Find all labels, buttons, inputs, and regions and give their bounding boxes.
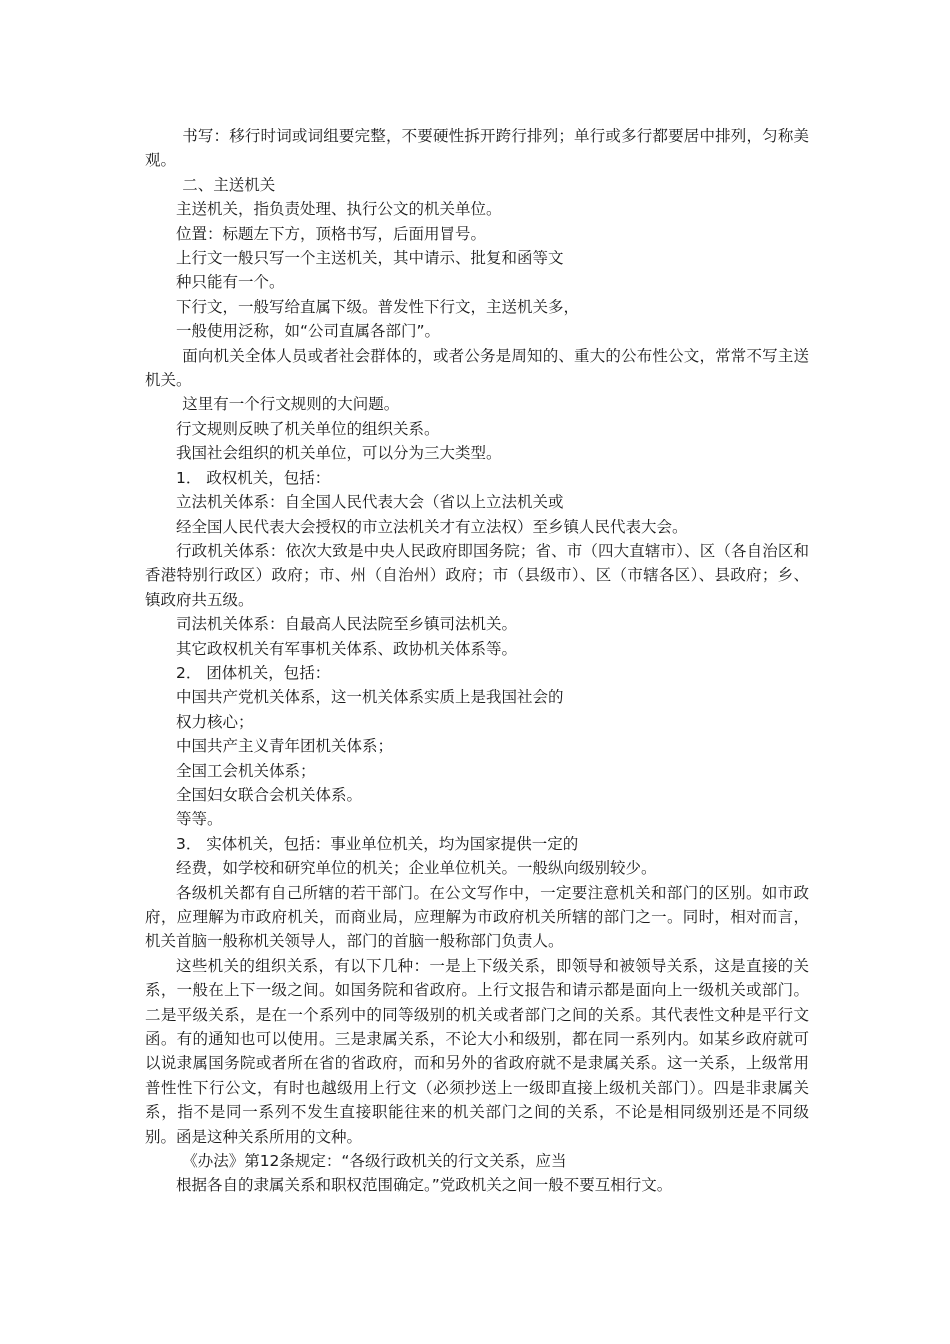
paragraph: 权力核心； — [176, 712, 254, 731]
paragraph: 根据各自的隶属关系和职权范围确定。”党政机关之间一般不要互相行文。 — [176, 1176, 673, 1195]
paragraph: 各级机关都有自己所辖的若干部门。在公文写作中，一定要注意机关和部门的区别。如市政府，应理解为市政府机关，而商业局，应理解为市政府机关所辖的部门之一。同时，相对而言，机关首脑一般称机关领导人，部门的首脑一般称部门负责人。 — [145, 883, 809, 951]
paragraph: 主送机关，指负责处理、执行公文的机关单位。 — [176, 200, 502, 219]
paragraph: 中国共产主义青年团机关体系； — [176, 737, 394, 756]
paragraph: 立法机关体系：自全国人民代表大会（省以上立法机关或 — [176, 493, 564, 512]
paragraph: 等等。 — [176, 810, 223, 829]
paragraph: 我国社会组织的机关单位，可以分为三大类型。 — [176, 444, 502, 463]
paragraph: 上行文一般只写一个主送机关，其中请示、批复和函等文 — [176, 249, 564, 268]
paragraph: 面向机关全体人员或者社会群体的，或者公务是周知的、重大的公布性公文，常常不写主送机关。 — [145, 346, 809, 390]
paragraph: 司法机关体系：自最高人民法院至乡镇司法机关。 — [176, 615, 518, 634]
paragraph: 行政机关体系：依次大致是中央人民政府即国务院；省、市（四大直辖市）、区（各自治区和香港特别行政区）政府；市、州（自治州）政府；市（县级市）、区（市辖各区）、县政府；乡、镇政府共五级。 — [145, 541, 809, 609]
paragraph: 一般使用泛称，如“公司直属各部门”。 — [176, 322, 441, 341]
paragraph: 位置：标题左下方，顶格书写，后面用冒号。 — [176, 224, 487, 243]
paragraph: 经全国人民代表大会授权的市立法机关才有立法权）至乡镇人民代表大会。 — [176, 517, 688, 536]
paragraph: 下行文，一般写给直属下级。普发性下行文，主送机关多， — [176, 297, 580, 316]
paragraph: 中国共产党机关体系，这一机关体系实质上是我国社会的 — [176, 688, 564, 707]
paragraph: 经费，如学校和研究单位的机关；企业单位机关。一般纵向级别较少。 — [176, 859, 657, 878]
section-heading-main-recipient: 二、主送机关 — [182, 175, 276, 194]
paragraph: 《办法》第12条规定：“各级行政机关的行文关系，应当 — [182, 1152, 567, 1171]
paragraph: 全国工会机关体系； — [176, 761, 316, 780]
list-heading-entity-organs: 3． 实体机关，包括：事业单位机关，均为国家提供一定的 — [176, 834, 579, 853]
paragraph: 这里有一个行文规则的大问题。 — [182, 395, 400, 414]
paragraph: 行文规则反映了机关单位的组织关系。 — [176, 419, 440, 438]
paragraph: 全国妇女联合会机关体系。 — [176, 785, 363, 804]
paragraph: 其它政权机关有军事机关体系、政协机关体系等。 — [176, 639, 518, 658]
paragraph: 种只能有一个。 — [176, 273, 285, 292]
document-body — [145, 124, 809, 1198]
list-heading-political-organs: 1． 政权机关，包括： — [176, 468, 331, 487]
paragraph: 这些机关的组织关系，有以下几种：一是上下级关系，即领导和被领导关系，这是直接的关系，一般在上下一级之间。如国务院和省政府。上行文报告和请示都是面向上一级机关或部门。二是平级关系，是在一个系列中的同等级别的机关或者部门之间的关系。其代表性文种是平行文函。有的通知也可以使用。三是隶属关系，不论大小和级别，都在同一系列内。如某乡政府就可以说隶属国务院或者所在省的省政府，而和另外的省政府就不是隶属关系。这一关系，上级常用普性性下行公文，有时也越级用上行文（必须抄送上一级即直接上级机关部门）。四是非隶属关系，指不是同一系列不发生直接职能往来的机关部门之间的关系，不论是相同级别还是不同级别。函是这种关系所用的文种。 — [145, 956, 809, 1146]
paragraph-writing-rule: 书写：移行时词或词组要完整，不要硬性拆开跨行排列；单行或多行都要居中排列，匀称美观。 — [145, 127, 809, 170]
list-heading-group-organs: 2． 团体机关，包括： — [176, 663, 331, 682]
